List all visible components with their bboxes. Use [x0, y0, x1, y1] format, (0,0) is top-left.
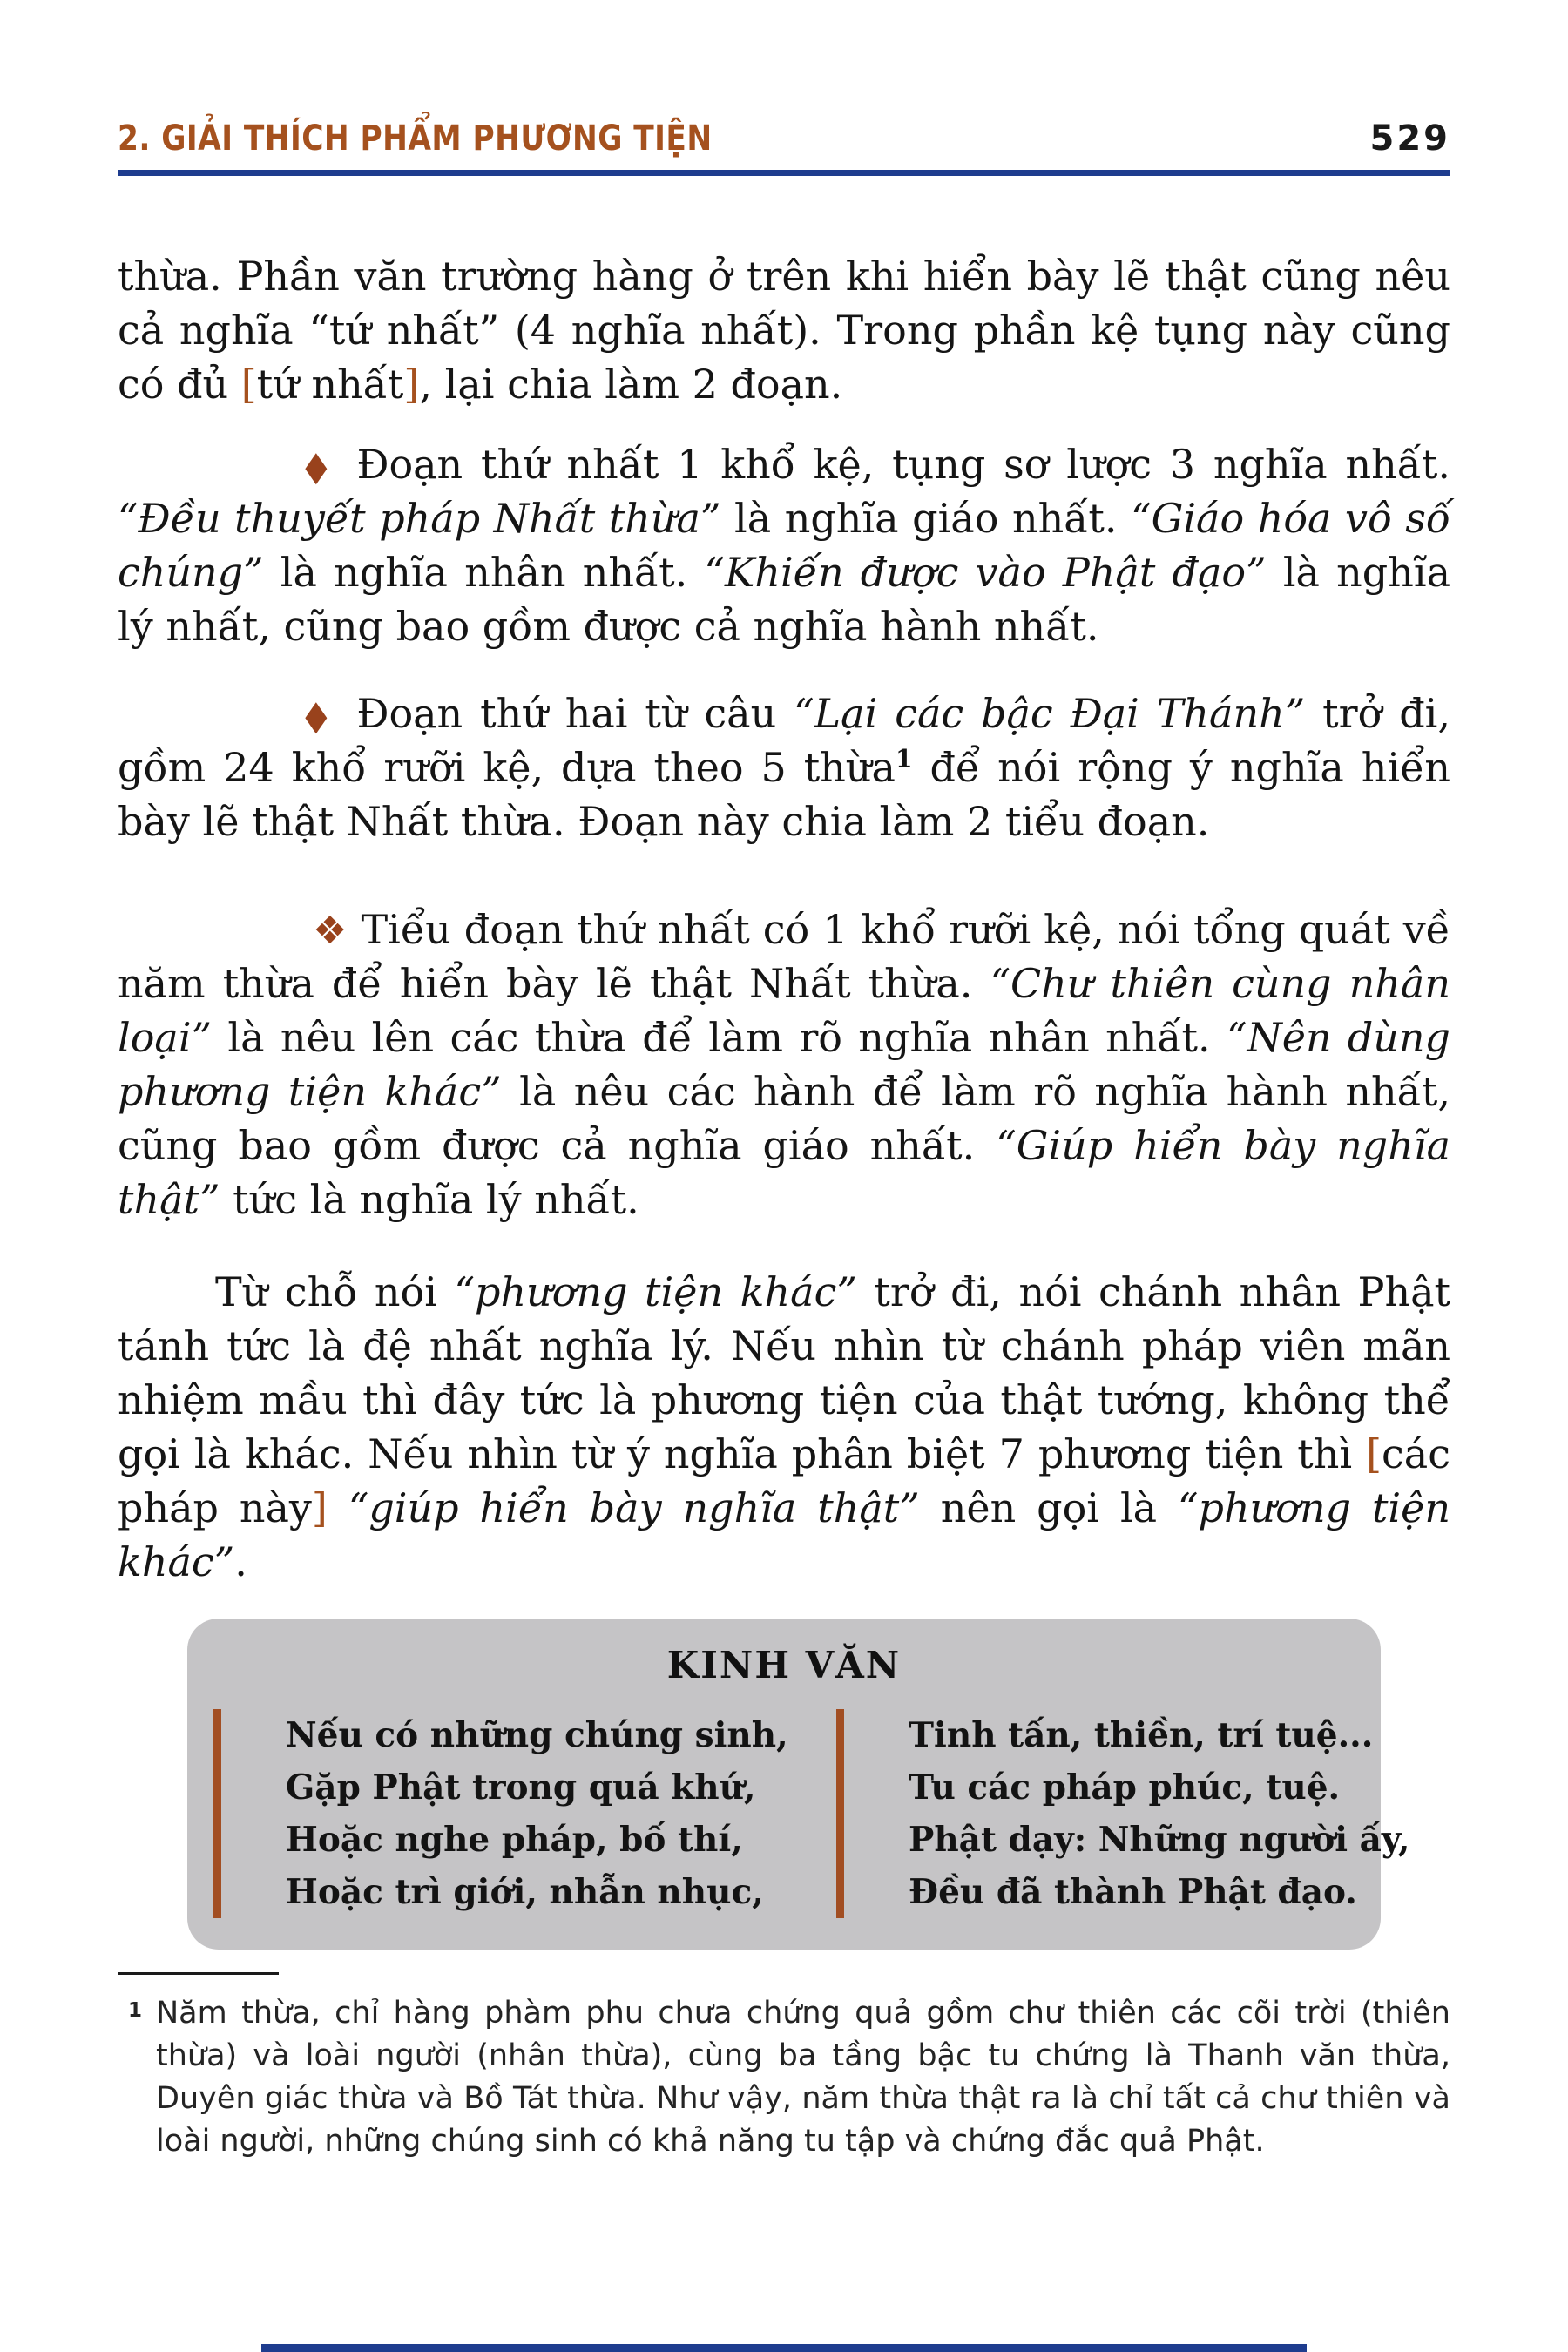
body-text — [118, 249, 1450, 1589]
paragraph-text: Từ chỗ nói — [215, 1268, 455, 1315]
paragraph-text: tức là nghĩa lý nhất. — [220, 1176, 639, 1223]
footnote-separator — [118, 1972, 279, 1975]
quoted-phrase: “Khiến được vào Phật đạo” — [704, 549, 1267, 596]
paragraph-text: là nghĩa giáo nhất. — [720, 495, 1132, 542]
verse-column-left — [213, 1709, 836, 1918]
bracket-close: ] — [311, 1484, 328, 1531]
quoted-phrase: “phương tiện khác” — [454, 1268, 857, 1315]
page-header — [118, 112, 1450, 159]
bracket-close: ] — [403, 361, 420, 408]
paragraph-5 — [118, 1265, 1450, 1589]
paragraph-1 — [118, 249, 1450, 411]
scripture-box — [187, 1619, 1410, 1950]
quoted-phrase: “Chư thiên cùng nhân loại” — [118, 960, 1450, 1061]
verse-line: Gặp Phật trong quá khứ, — [286, 1767, 756, 1808]
paragraph-text: Tiểu đoạn thứ nhất có 1 khổ rưỡi kệ, nói tổng quát về năm thừa để hiển bày lẽ thật Nhất thừa. — [118, 906, 1450, 1007]
quoted-phrase: “Giúp hiển bày nghĩa thật” — [118, 1122, 1451, 1223]
paragraph-text: là nghĩa lý nhất, cũng bao gồm được cả nghĩa hành nhất. — [118, 549, 1451, 650]
footnote-text: Năm thừa, chỉ hàng phàm phu chưa chứng quả gồm chư thiên các cõi trời (thiên thừa) và loài người (nhân thừa), cùng ba tầng bậc tu chứng là Thanh văn thừa, Duyên giác thừa và Bồ Tát thừa. Như vậy, năm thừa thật ra là chỉ tất cả chư thiên và loài người, những chúng sinh có khả năng tu tập và chứng đắc quả Phật. — [156, 1996, 1450, 2159]
scripture-title: KINH VĂN — [666, 1644, 902, 1686]
verse-line: Hoặc trì giới, nhẫn nhục, — [286, 1872, 764, 1912]
paragraph-text: các pháp này — [118, 1430, 1450, 1531]
paragraph-text: thừa. Phần văn trường hàng ở trên khi hiển bày lẽ thật cũng nêu cả nghĩa “tứ nhất” (4 nghĩa nhất). Trong phần kệ tụng này cũng có đủ — [118, 253, 1450, 408]
quoted-phrase: “Nên dùng phương tiện khác” — [118, 1014, 1450, 1115]
verse-columns — [213, 1709, 1410, 1918]
paragraph-text: trở đi, gồm 24 khổ rưỡi kệ, dựa theo 5 thừa — [118, 690, 1450, 791]
paragraph-text: nên gọi là — [919, 1484, 1179, 1531]
quoted-phrase: “giúp hiển bày nghĩa thật” — [348, 1484, 920, 1531]
paragraph-text: là nghĩa nhân nhất. — [263, 549, 705, 596]
quoted-phrase: “phương tiện khác” — [118, 1484, 1450, 1585]
paragraph-text: . — [234, 1538, 247, 1585]
header-rule — [118, 170, 1450, 176]
quoted-phrase: “Giáo hóa vô số chúng” — [118, 495, 1450, 596]
footer-rule — [261, 2344, 1307, 2352]
paragraph-text: Đoạn thứ nhất 1 khổ kệ, tụng sơ lược 3 nghĩa nhất. — [356, 441, 1450, 488]
verse-line: Nếu có những chúng sinh, — [286, 1715, 788, 1755]
paragraph-text: là nêu lên các thừa để làm rõ nghĩa nhân nhất. — [212, 1014, 1227, 1061]
bracket-open: [ — [1366, 1430, 1382, 1477]
paragraph-text: trở đi, nói chánh nhân Phật tánh tức là đệ nhất nghĩa lý. Nếu nhìn từ chánh pháp viên mãn nhiệm mầu thì đây tức là phương tiện của thật tướng, không thể gọi là khác. Nếu nhìn từ ý nghĩa phân biệt 7 phương tiện thì — [118, 1268, 1450, 1477]
paragraph-text: Đoạn thứ hai từ câu — [356, 690, 794, 737]
paragraph-text — [328, 1484, 348, 1531]
page-number: 529 — [1369, 118, 1450, 159]
verse-column-right — [836, 1709, 1409, 1918]
footnote — [118, 1992, 1450, 2163]
section-title: 2. GIẢI THÍCH PHẨM PHƯƠNG TIỆN — [118, 118, 713, 159]
verse-line: Phật dạy: Những người ấy, — [909, 1820, 1410, 1860]
footnote-reference: 1 — [895, 744, 913, 774]
paragraph-text: tứ nhất — [256, 361, 404, 408]
paragraph-text: là nêu các hành để làm rõ nghĩa hành nhất, cũng bao gồm được cả nghĩa giáo nhất. — [118, 1068, 1450, 1169]
paragraph-text: , lại chia làm 2 đoạn. — [419, 361, 843, 408]
footnote-marker: 1 — [128, 1999, 143, 2022]
quoted-phrase: “Đều thuyết pháp Nhất thừa” — [118, 495, 721, 542]
paragraph-2: ◆ Đoạn thứ nhất 1 khổ kệ, tụng sơ lược 3 nghĩa nhất. “Đều thuyết pháp Nhất thừa” là nghĩa giáo nhất. “Giáo hóa vô số chúng” là nghĩa nhân nhất. “Khiến được vào Phật đạo” là nghĩa lý nhất, cũng bao gồm được cả nghĩa hành nhất. — [118, 441, 1451, 650]
book-page — [118, 0, 1450, 2163]
verse-line: Tu các pháp phúc, tuệ. — [909, 1767, 1341, 1808]
verse-line: Đều đã thành Phật đạo. — [909, 1872, 1357, 1912]
bracket-open: [ — [240, 361, 257, 408]
quoted-phrase: “Lại các bậc Đại Thánh” — [794, 690, 1306, 737]
verse-line: Tinh tấn, thiền, trí tuệ... — [909, 1715, 1374, 1755]
verse-line: Hoặc nghe pháp, bố thí, — [286, 1820, 743, 1860]
paragraph-4: ❖ Tiểu đoạn thứ nhất có 1 khổ rưỡi kệ, nói tổng quát về năm thừa để hiển bày lẽ thật Nhất thừa. “Chư thiên cùng nhân loại” là nêu lên các thừa để làm rõ nghĩa nhân nhất. “Nên dùng phương tiện khác” là nêu các hành để làm rõ nghĩa hành nhất, cũng bao gồm được cả nghĩa giáo nhất. “Giúp hiển bày nghĩa thật” tức là nghĩa lý nhất. — [118, 906, 1451, 1223]
paragraph-text: để nói rộng ý nghĩa hiển bày lẽ thật Nhất thừa. Đoạn này chia làm 2 tiểu đoạn. — [118, 744, 1450, 845]
paragraph-3: ◆ Đoạn thứ hai từ câu “Lại các bậc Đại Thánh” trở đi, gồm 24 khổ rưỡi kệ, dựa theo 5 thừa$^1$ để nói rộng ý nghĩa hiển bày lẽ thật Nhất thừa. Đoạn này chia làm 2 tiểu đoạn. — [118, 690, 1450, 845]
